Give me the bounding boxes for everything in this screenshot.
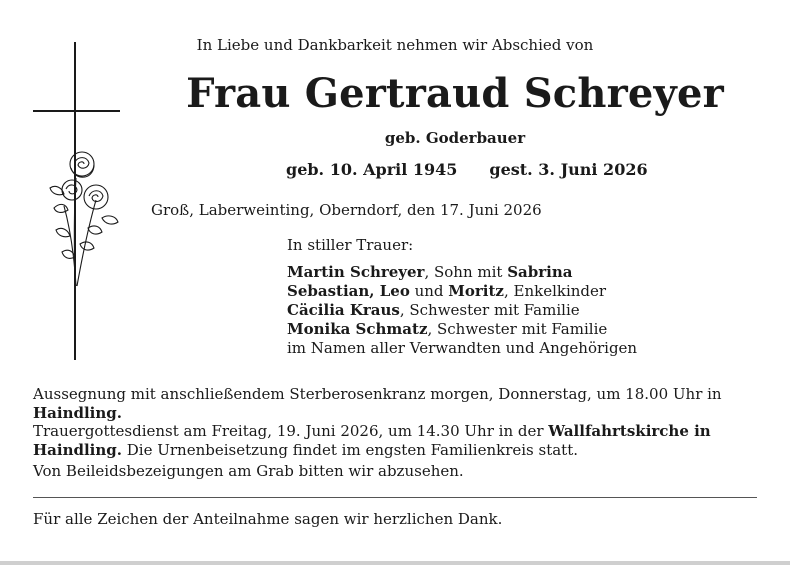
divider	[33, 497, 757, 498]
mourner-line: im Namen aller Verwandten und Angehörigen	[287, 339, 638, 357]
thanks-line: Für alle Zeichen der Anteilnahme sagen wir herzlichen Dank.	[33, 510, 503, 528]
bottom-border	[0, 561, 790, 565]
birth-date: geb. 10. April 1945	[286, 160, 458, 179]
mourner-line: Cäcilia Kraus, Schwester mit Familie	[287, 301, 580, 319]
intro-line: In Liebe und Dankbarkeit nehmen wir Abschied von	[196, 36, 594, 54]
mass-paragraph: Trauergottesdienst am Freitag, 19. Juni 2026, um 14.30 Uhr in der Wallfahrtskirche in Haindling. Die Urnenbeisetzung findet im engsten Familienkreis statt.	[33, 422, 711, 459]
maiden-name: geb. Goderbauer	[384, 129, 526, 147]
mourners-list	[287, 263, 637, 358]
condolence-paragraph: Von Beileidsbezeigungen am Grab bitten wir abzusehen.	[33, 462, 464, 480]
deceased-name: Frau Gertraud Schreyer	[186, 70, 724, 117]
mourner-line: Sebastian, Leo und Moritz, Enkelkinder	[287, 282, 607, 300]
place-and-date: Groß, Laberweinting, Oberndorf, den 17. Juni 2026	[151, 201, 542, 219]
mourner-line: Martin Schreyer, Sohn mit Sabrina	[287, 263, 573, 281]
roses-icon	[44, 148, 122, 288]
cross-horizontal-bar	[33, 110, 120, 112]
funeral-details	[33, 385, 761, 481]
service-paragraph: Aussegnung mit anschließendem Sterberosenkranz morgen, Donnerstag, um 18.00 Uhr in Haindling.	[33, 385, 722, 422]
mourner-line: Monika Schmatz, Schwester mit Familie	[287, 320, 608, 338]
life-dates	[286, 160, 648, 179]
death-date: gest. 3. Juni 2026	[489, 160, 648, 179]
mourning-heading: In stiller Trauer:	[287, 236, 414, 254]
